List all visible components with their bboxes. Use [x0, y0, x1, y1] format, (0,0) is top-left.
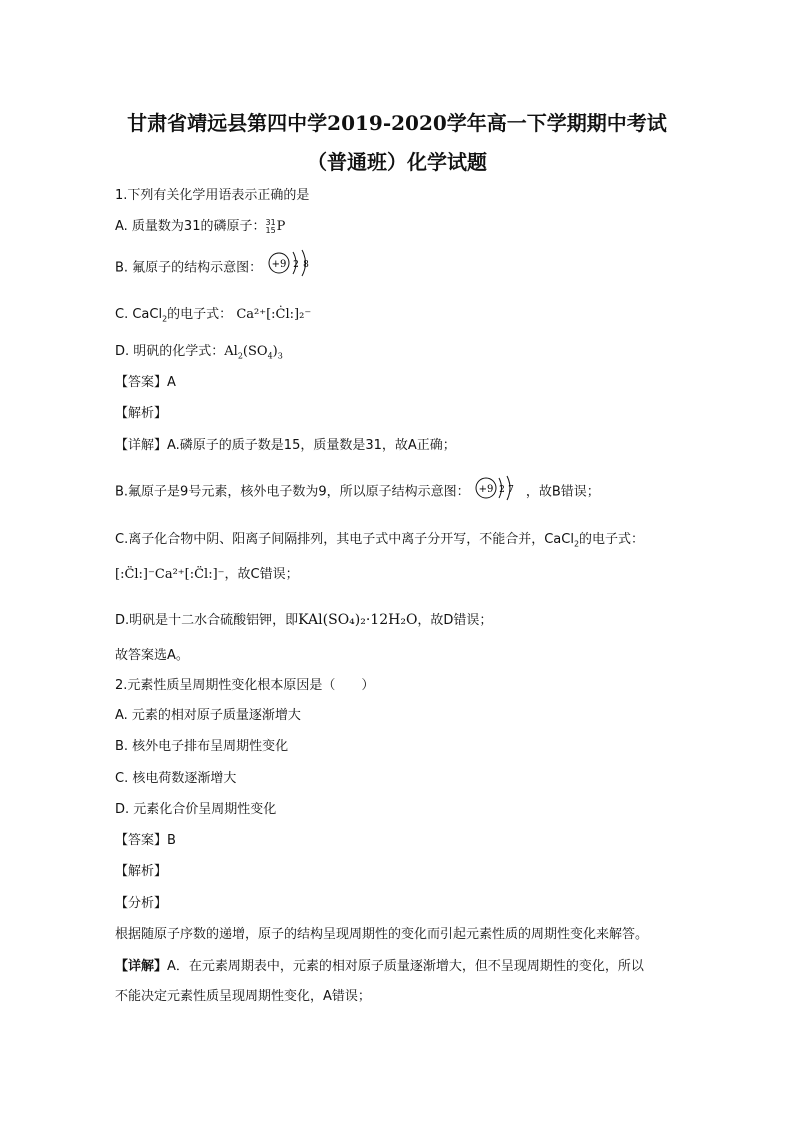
q1-conclusion: 故答案选A。: [115, 648, 189, 663]
q1-answer: 【答案】A: [115, 375, 176, 390]
q2-fenxi-label: 【分析】: [115, 896, 168, 911]
q2-option-b: B. 核外电子排布呈周期性变化: [115, 739, 289, 754]
q2-option-d: D. 元素化合价呈周期性变化: [115, 802, 277, 817]
q2-stem: 2.元素性质呈周期性变化根本原因是（ ）: [115, 678, 375, 693]
alum-formula-wrong: $Al_2(SO_4)_3$: [224, 344, 283, 361]
title-line-2: （普通班）化学试题: [307, 150, 487, 174]
q2-analysis-label: 【解析】: [115, 864, 168, 879]
q2-option-c: C. 核电荷数逐渐增大: [115, 771, 237, 786]
shell-2-label: 7: [507, 485, 514, 495]
q1-option-c: C. CaCl$_2$的电子式： Ca²⁺[:Ċl:]₂⁻: [115, 307, 312, 324]
q2-answer: 【答案】B: [115, 833, 176, 848]
q2-detail-line1: 【详解】A．在元素周期表中，元素的相对原子质量逐渐增大，但不呈现周期性的变化，所以: [115, 959, 644, 974]
q1-option-a-text: A. 质量数为31的磷原子：: [115, 219, 266, 234]
shell-1-label: 2: [498, 485, 505, 495]
fluorine-atom-diagram-correct: [474, 474, 522, 502]
cacl2-electron-formula-wrong: Ca²⁺[:Ċl:]₂⁻: [236, 307, 312, 322]
q1-option-a: A. 质量数为31的磷原子：31 15P: [115, 217, 286, 235]
fluorine-atom-diagram-wrong: [266, 248, 318, 278]
nuclide-notation: 31 15: [265, 217, 276, 235]
q1-stem: 1.下列有关化学用语表示正确的是: [115, 188, 310, 203]
shell-2-label: 8: [303, 260, 310, 270]
nucleus-label: +9: [271, 259, 287, 270]
q1-detail-c-line1: C.离子化合物中阴、阳离子间隔排列，其电子式中离子分开写，不能合并，CaCl$_2$的电子式：: [115, 532, 645, 549]
q1-analysis-label: 【解析】: [115, 406, 168, 421]
q1-detail-a: 【详解】A.磷原子的质子数是15，质量数是31，故A正确；: [115, 438, 456, 453]
q1-detail-b: B.氟原子是9号元素，核外电子数为9，所以原子结构示意图： +9 2 7 ，故B错误；: [115, 482, 600, 502]
shell-1-label: 2: [293, 260, 300, 270]
q1-detail-d: D.明矾是十二水合硫酸铝钾，即KAl(SO₄)₂·12H₂O，故D错误；: [115, 612, 493, 628]
q2-detail-line2: 不能决定元素性质呈现周期性变化，A错误；: [115, 989, 371, 1004]
q2-fenxi-text: 根据随原子序数的递增，原子的结构呈现周期性的变化而引起元素性质的周期性变化来解答。: [115, 927, 649, 942]
q2-option-a: A. 元素的相对原子质量逐渐增大: [115, 708, 301, 723]
nucleus-label: +9: [478, 484, 494, 495]
q1-option-b-text: B. 氟原子的结构示意图：: [115, 260, 263, 276]
q1-option-d: D. 明矾的化学式：$Al_2(SO_4)_3$: [115, 344, 283, 361]
cacl2-electron-formula-correct: [:C̈l:]⁻Ca²⁺[:C̈l:]⁻: [115, 567, 225, 582]
q1-detail-c-line2: [:C̈l:]⁻Ca²⁺[:C̈l:]⁻，故C错误；: [115, 567, 299, 582]
title-line-1: 甘肃省靖远县第四中学2019-2020学年高一下学期期中考试: [127, 111, 667, 135]
alum-formula-correct: KAl(SO₄)₂·12H₂O: [298, 612, 418, 628]
q1-option-b: [115, 258, 318, 278]
